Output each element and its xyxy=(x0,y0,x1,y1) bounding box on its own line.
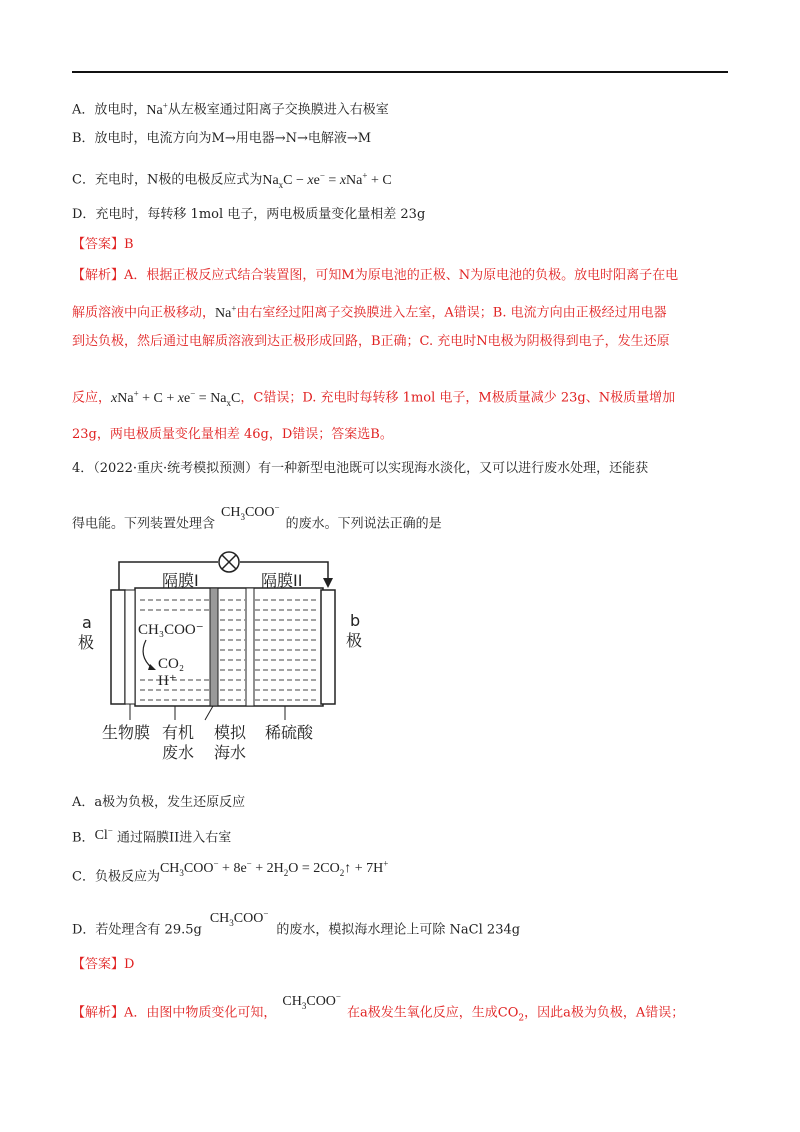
formula-na-plus: Na+ xyxy=(146,100,168,118)
electrode-b xyxy=(321,590,335,704)
question4-line2: 得电能。下列装置处理含$CH_3COO^-$的废水。下列说法正确的是 xyxy=(72,502,442,532)
bio-film xyxy=(125,590,135,704)
membrane-1-label: 隔膜I xyxy=(162,571,199,590)
option-b: B．放电时，电流方向为M→用电器→N→电解液→M xyxy=(72,131,372,146)
answer-q4: 【答案】D xyxy=(72,957,135,972)
q4-option-b: B．Cl− 通过隔膜II进入右室 xyxy=(72,825,232,846)
organic-label-1: 有机 xyxy=(162,723,195,742)
acetate-label: CH₃COO⁻ xyxy=(138,622,204,638)
answer-q3: 【答案】B xyxy=(72,237,134,252)
analysis-q3-line5: 23g，两电极质量变化量相差 46g，D错误；答案选B。 xyxy=(72,427,393,442)
h-plus-label: H⁺ xyxy=(158,673,177,689)
electrode-b-label-1: b xyxy=(350,611,361,630)
q4-option-c: C．负极反应为$CH_3COO^- + 8e^- + 2H_2O$ = $2CO_2↑ + 7H^+$ xyxy=(72,858,389,885)
header-rule xyxy=(72,71,728,73)
analysis-q3-line3: 到达负极，然后通过电解质溶液到达正极形成回路，B正确；C. 充电时N电极为阴极得到电子，发生还原 xyxy=(72,334,670,349)
membrane-2 xyxy=(246,588,254,706)
option-a: A．放电时，Na+从左极室通过阳离子交换膜进入右极室 xyxy=(72,100,389,118)
co2-label: CO₂ xyxy=(158,656,185,672)
electrode-a-label-2: 极 xyxy=(78,633,95,652)
analysis-q3-line1: 【解析】A．根据正极反应式结合装置图，可知M为原电池的正极、N为原电池的负极。放电时阳离子在电 xyxy=(72,268,679,283)
sulfuric-acid-label: 稀硫酸 xyxy=(265,723,314,742)
membrane-1 xyxy=(210,588,218,706)
seawater-label-1: 模拟 xyxy=(214,723,247,742)
question4-line1: 4．（2022·重庆·统考模拟预测）有一种新型电池既可以实现海水淡化，又可以进行废水处理，还能获 xyxy=(72,461,649,476)
q4-option-d: D．若处理含有 29.5gCH$_3$COO−的废水，模拟海水理论上可除 NaCl 234g xyxy=(72,908,521,938)
analysis-q3-line2: 解质溶液中向正极移动，Na+由右室经过阳离子交换膜进入左室，A错误；B. 电流方向由正极经过用电器 xyxy=(72,303,667,321)
formula-charge-reaction: $Na_xC - xe^- = xNa^+ + C$ xyxy=(262,170,392,190)
option-d: D．充电时，每转移 1mol 电子，两电极质量变化量相差 23g xyxy=(72,207,426,222)
seawater-label-2: 海水 xyxy=(214,743,247,762)
analysis-q4: 【解析】A．由图中物质变化可知，$CH_3COO^-$在a极发生氧化反应，生成$CO_2$，因此a极为负极，A错误； xyxy=(72,991,685,1024)
q4-option-a: A．a极为负极，发生还原反应 xyxy=(72,795,246,810)
bio-film-label: 生物膜 xyxy=(102,723,151,742)
battery-diagram xyxy=(80,548,380,768)
electrode-a-label-1: a xyxy=(82,613,92,632)
lamp-icon xyxy=(219,552,239,572)
option-c: C．充电时，N极的电极反应式为$Na_xC - xe^- = xNa^+ + C$ xyxy=(72,170,392,190)
membrane-2-label: 隔膜II xyxy=(261,571,303,590)
organic-label-2: 废水 xyxy=(162,743,195,762)
electrode-b-label-2: 极 xyxy=(346,631,363,650)
electrode-a xyxy=(111,590,125,704)
analysis-q3-line4: 反应，$xNa^+ + C + xe^- = Na_xC$，C错误；D. 充电时每转移 1mol 电子，M极质量减少 23g、N极质量增加 xyxy=(72,388,676,408)
